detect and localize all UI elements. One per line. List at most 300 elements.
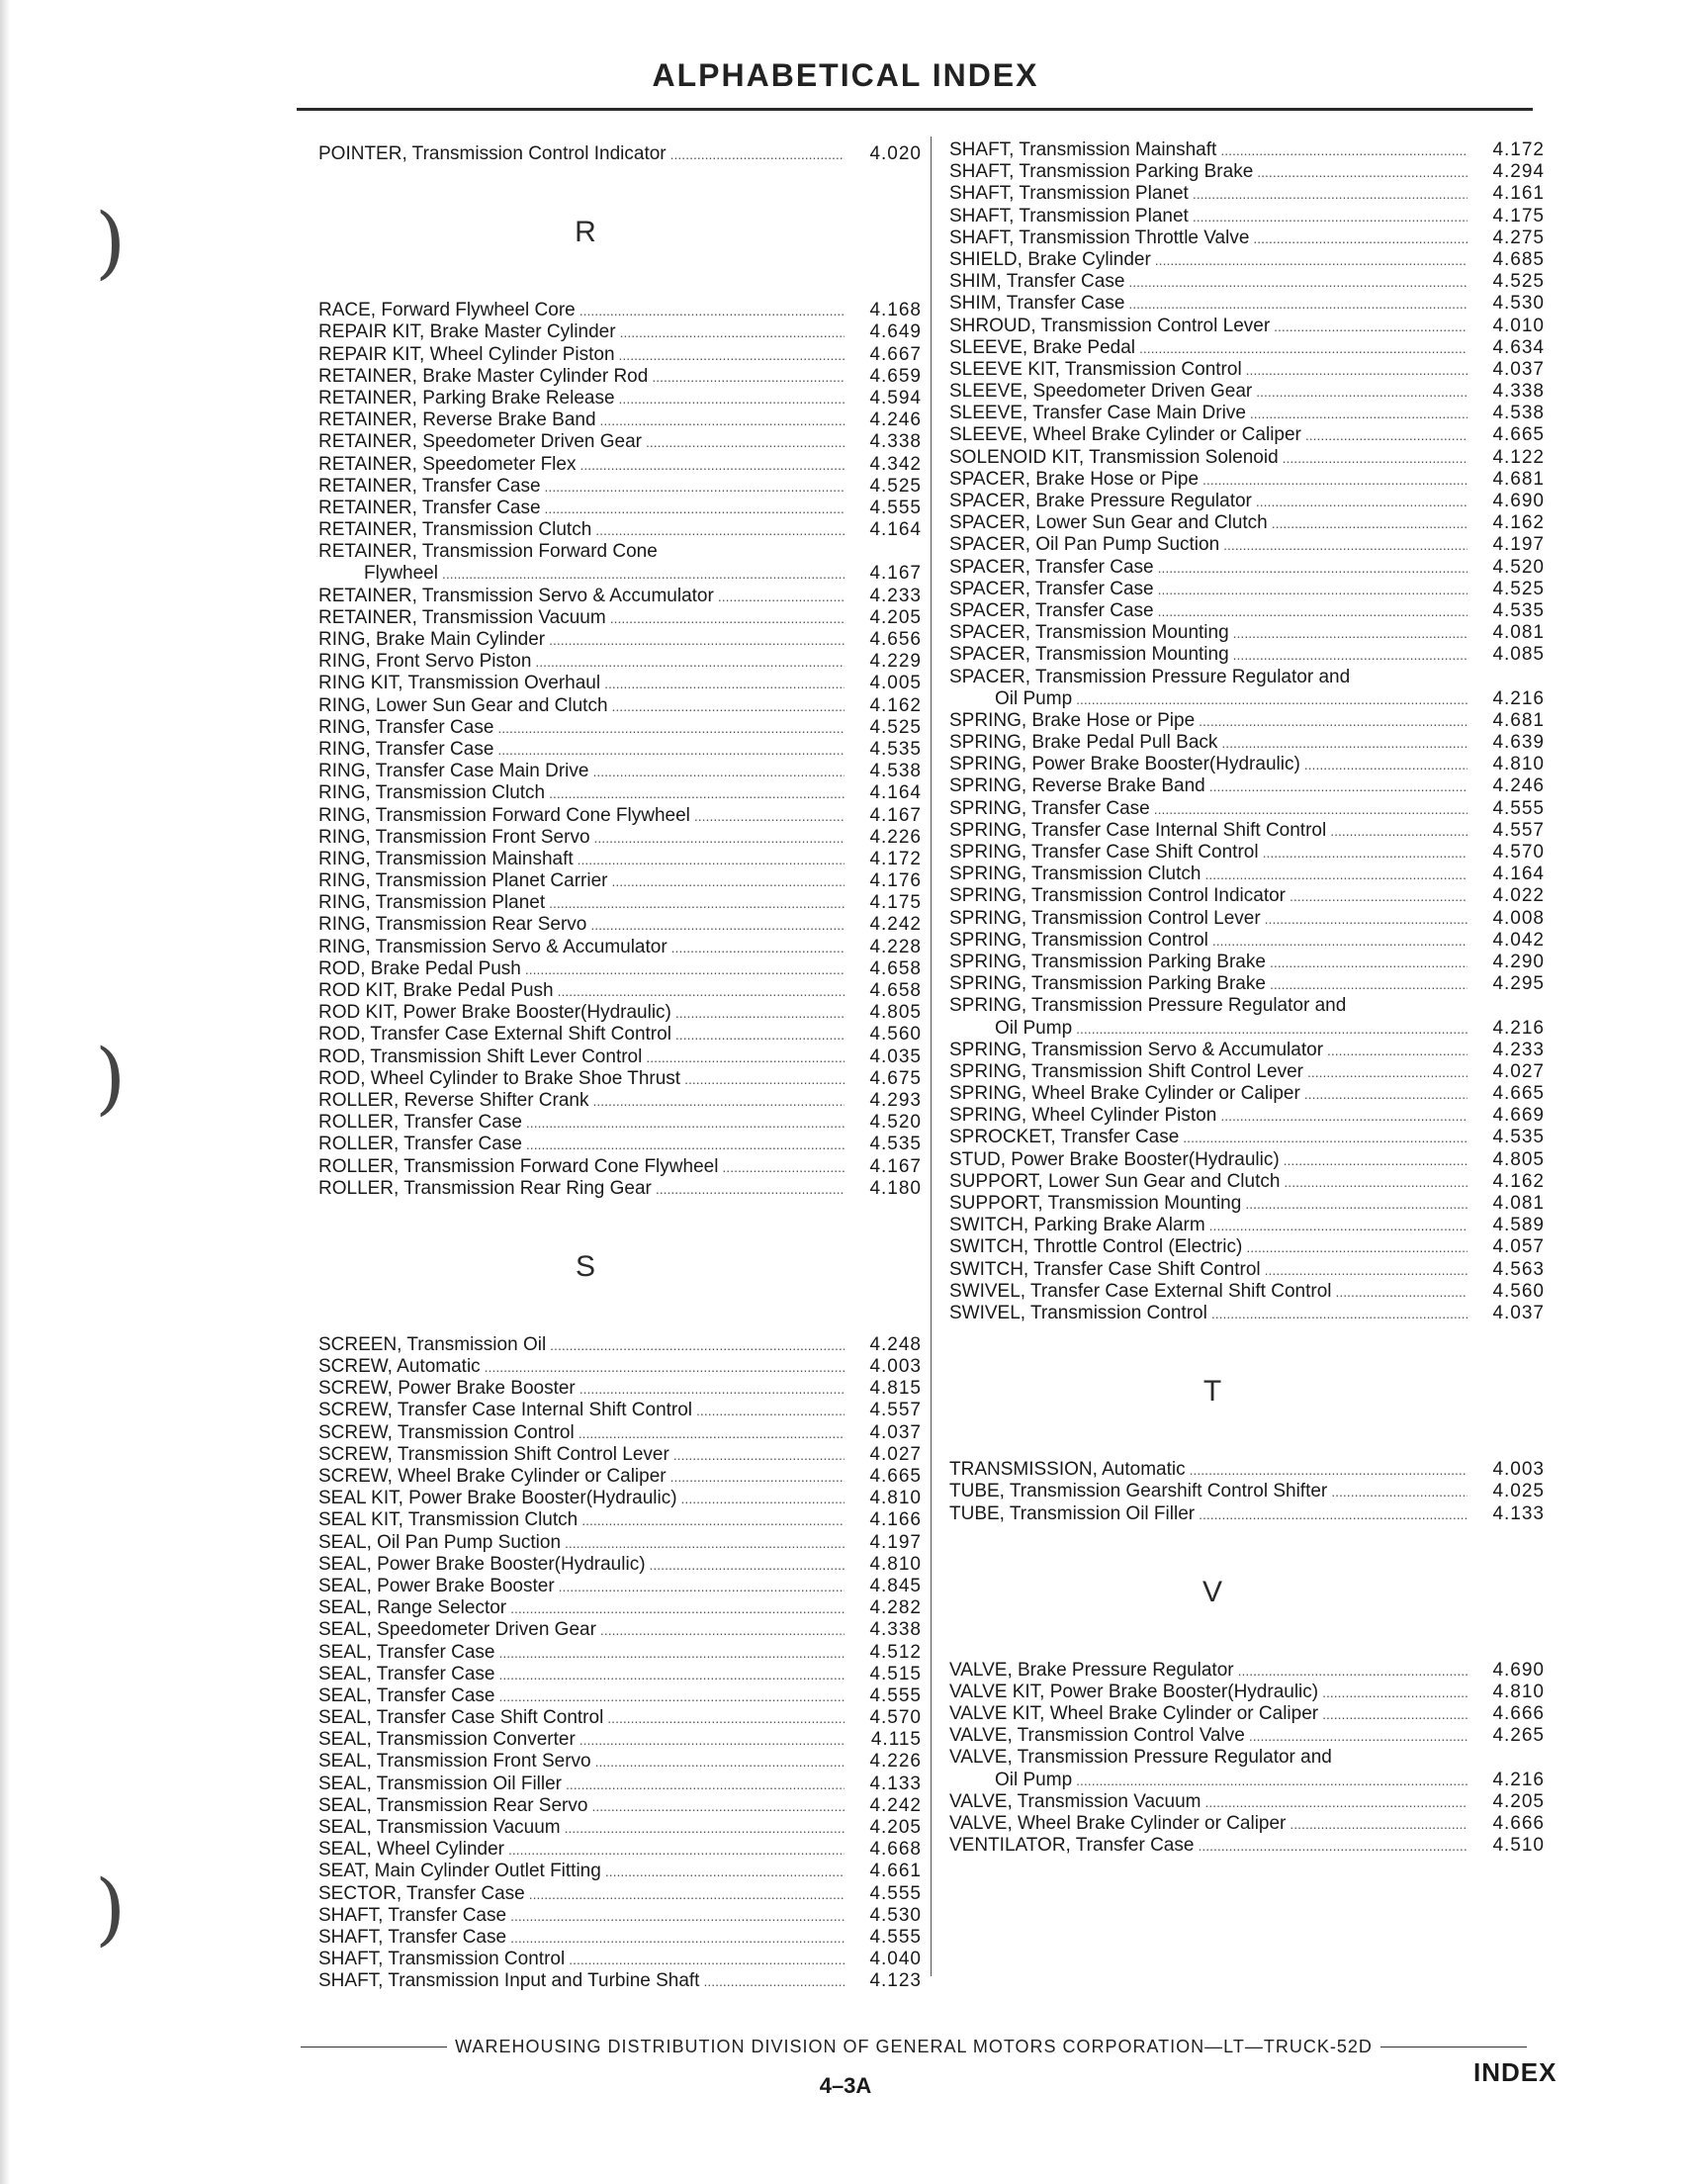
dot-leader xyxy=(535,651,845,673)
index-entry xyxy=(949,271,1545,293)
dot-leader xyxy=(1330,820,1468,842)
dot-leader xyxy=(442,563,845,585)
index-entry-name: SCREW, Transmission Control xyxy=(318,1421,575,1443)
dot-leader xyxy=(600,1619,845,1641)
index-entry-page: 4.037 xyxy=(869,1421,922,1443)
index-entry xyxy=(318,1134,922,1155)
index-entry-page: 4.675 xyxy=(869,1067,922,1089)
index-entry-name: SHIELD, Brake Cylinder xyxy=(949,248,1151,270)
index-entry-page: 4.115 xyxy=(870,1729,922,1751)
index-entry-page: 4.042 xyxy=(1492,929,1545,951)
dot-leader xyxy=(1304,754,1468,775)
index-entry xyxy=(949,579,1545,600)
index-entry xyxy=(949,183,1545,205)
dot-leader xyxy=(1209,1215,1468,1236)
dot-leader xyxy=(1253,228,1468,249)
index-entry-name: TRANSMISSION, Automatic xyxy=(949,1459,1186,1481)
index-entry xyxy=(318,1949,922,1970)
index-entry xyxy=(318,695,922,717)
dot-leader xyxy=(565,1532,845,1554)
dot-leader xyxy=(1307,1061,1468,1083)
index-entry-name: SWITCH, Transfer Case Shift Control xyxy=(949,1258,1261,1280)
index-entry-page: 4.010 xyxy=(1492,315,1545,336)
index-entry-page: 4.295 xyxy=(1492,973,1545,995)
section-letter-v: V xyxy=(1202,1575,1222,1608)
dot-leader xyxy=(605,1861,845,1882)
index-entry-page: 4.681 xyxy=(1492,709,1545,731)
index-entry-name: SPACER, Transfer Case xyxy=(949,578,1154,599)
index-entry-page: 4.216 xyxy=(1492,1017,1545,1039)
index-entry-name: SPRING, Brake Hose or Pipe xyxy=(949,709,1196,731)
dot-leader xyxy=(510,1597,845,1619)
index-entry-name: RING, Transmission Planet xyxy=(318,892,546,914)
index-entry xyxy=(949,820,1545,842)
index-entry-name: SHIM, Transfer Case xyxy=(949,271,1125,293)
index-entry-page: 4.205 xyxy=(869,1817,922,1838)
index-entry xyxy=(318,1729,922,1751)
index-entry xyxy=(318,519,922,541)
index-entry-name: STUD, Power Brake Booster(Hydraulic) xyxy=(949,1148,1280,1170)
index-entry xyxy=(949,1682,1545,1703)
index-entry-name: SWIVEL, Transfer Case External Shift Control xyxy=(949,1280,1332,1302)
dot-leader xyxy=(526,1112,845,1134)
index-entry-page: 4.022 xyxy=(1492,885,1545,907)
index-entry-name: VALVE, Brake Pressure Regulator xyxy=(949,1659,1234,1681)
index-entry xyxy=(318,143,922,165)
index-entry-page: 4.172 xyxy=(1492,139,1545,160)
index-entry xyxy=(949,908,1545,930)
index-entry-page: 4.242 xyxy=(869,1794,922,1816)
dot-leader xyxy=(1331,1481,1468,1502)
index-entry xyxy=(318,476,922,498)
index-entry-name: SUPPORT, Lower Sun Gear and Clutch xyxy=(949,1170,1281,1192)
index-entry xyxy=(318,1619,922,1641)
index-entry xyxy=(949,139,1545,161)
index-entry xyxy=(318,1817,922,1839)
index-entry-page: 4.666 xyxy=(1492,1813,1545,1834)
index-entry xyxy=(949,1193,1545,1215)
index-entry xyxy=(949,424,1545,446)
index-entry-name: SLEEVE, Brake Pedal xyxy=(949,336,1135,358)
index-entry-page: 4.167 xyxy=(869,804,922,826)
index-entry-page: 4.294 xyxy=(1492,161,1545,183)
index-entry-page: 4.081 xyxy=(1492,622,1545,644)
dot-leader xyxy=(498,1685,845,1707)
index-entry xyxy=(949,930,1545,952)
dot-leader xyxy=(1270,973,1468,995)
dot-leader xyxy=(1158,600,1468,622)
column-divider xyxy=(931,136,932,1976)
index-entry-name: SEAL, Power Brake Booster xyxy=(318,1575,555,1596)
index-entry-page: 4.810 xyxy=(1492,754,1545,775)
index-entry-name: RETAINER, Parking Brake Release xyxy=(318,387,615,409)
index-entry-page: 4.057 xyxy=(1492,1236,1545,1258)
index-entry-name: ROD KIT, Power Brake Booster(Hydraulic) xyxy=(318,1002,671,1024)
index-entry-page: 4.085 xyxy=(1492,644,1545,666)
dot-leader xyxy=(619,388,845,410)
index-entry-page: 4.667 xyxy=(869,343,922,365)
index-entry-name: RETAINER, Transfer Case xyxy=(318,497,541,518)
index-entry xyxy=(949,469,1545,491)
dot-leader xyxy=(590,914,845,936)
index-entry xyxy=(949,952,1545,973)
index-entry-name: RING, Transfer Case xyxy=(318,716,494,738)
index-entry xyxy=(318,673,922,694)
index-entry xyxy=(318,958,922,980)
index-entry-name: RETAINER, Transmission Clutch xyxy=(318,519,592,541)
index-entry-name: SEAL, Range Selector xyxy=(318,1597,507,1619)
index-entry xyxy=(318,1707,922,1729)
index-entry-name: RING, Transfer Case xyxy=(318,738,494,760)
index-entry-name: REPAIR KIT, Brake Master Cylinder xyxy=(318,321,616,343)
index-entry xyxy=(949,732,1545,754)
index-entry-name: ROD, Transmission Shift Lever Control xyxy=(318,1046,643,1067)
index-entry-name: SEAL, Wheel Cylinder xyxy=(318,1839,504,1861)
index-entry xyxy=(949,1236,1545,1258)
index-entry xyxy=(318,1156,922,1178)
index-entry xyxy=(318,1178,922,1200)
index-entry-page: 4.167 xyxy=(869,563,922,585)
index-entry xyxy=(949,710,1545,732)
index-entry-page: 4.040 xyxy=(869,1949,922,1970)
dot-leader xyxy=(600,410,845,431)
index-entry xyxy=(318,1883,922,1905)
index-entry-page: 4.538 xyxy=(869,761,922,782)
index-entry-page: 4.535 xyxy=(869,1134,922,1155)
index-entry xyxy=(949,995,1545,1017)
index-entry-name: RACE, Forward Flywheel Core xyxy=(318,300,576,321)
index-entry xyxy=(949,1149,1545,1171)
dot-leader xyxy=(671,937,845,958)
dot-leader xyxy=(1322,1682,1468,1703)
dot-leader xyxy=(1304,1083,1468,1105)
index-entry-page: 4.003 xyxy=(1492,1459,1545,1481)
index-entry-page: 4.133 xyxy=(1492,1502,1545,1524)
dot-leader xyxy=(1076,1770,1468,1791)
index-entry-page: 4.665 xyxy=(1492,424,1545,446)
index-entry-name: SHIM, Transfer Case xyxy=(949,293,1125,315)
index-entry-name: SPRING, Transmission Control Indicator xyxy=(949,885,1287,907)
index-entry-page: 4.557 xyxy=(869,1400,922,1421)
index-entry-name: RETAINER, Speedometer Flex xyxy=(318,453,577,475)
index-entry-name: SPRING, Transmission Control Lever xyxy=(949,907,1261,929)
dot-leader xyxy=(694,805,845,827)
index-entry xyxy=(949,1791,1545,1813)
index-entry-name: SEAL, Transfer Case xyxy=(318,1663,495,1684)
footer-publisher-line xyxy=(301,2037,1527,2057)
index-entry xyxy=(318,1970,922,1992)
index-entry-page: 4.810 xyxy=(869,1553,922,1575)
index-entry xyxy=(949,864,1545,885)
index-entry xyxy=(949,644,1545,666)
index-entry xyxy=(318,1664,922,1685)
index-entry xyxy=(318,1046,922,1068)
index-entry-name: VALVE, Transmission Pressure Regulator and xyxy=(949,1747,1332,1769)
dot-leader xyxy=(529,1883,845,1905)
index-entry-name: RING, Transmission Mainshaft xyxy=(318,848,574,869)
index-entry xyxy=(949,491,1545,512)
index-entry-page: 4.845 xyxy=(869,1575,922,1596)
index-entry-page: 4.246 xyxy=(869,410,922,431)
index-entry-page: 4.512 xyxy=(869,1641,922,1663)
dot-leader xyxy=(549,892,845,914)
index-entry-name: SEAT, Main Cylinder Outlet Fitting xyxy=(318,1861,601,1882)
index-entry-page: 4.216 xyxy=(1492,687,1545,709)
dot-leader xyxy=(1265,908,1468,930)
dot-leader xyxy=(1212,930,1468,952)
index-entry-name: SHAFT, Transmission Parking Brake xyxy=(949,161,1254,183)
index-entry xyxy=(318,1090,922,1112)
index-entry-name: ROD KIT, Brake Pedal Push xyxy=(318,980,554,1001)
dot-leader xyxy=(646,1046,845,1068)
dot-leader xyxy=(1076,688,1468,710)
dot-leader xyxy=(549,629,845,651)
index-entry-page: 4.233 xyxy=(869,585,922,606)
index-entry-page: 4.656 xyxy=(869,629,922,650)
index-entry xyxy=(949,534,1545,556)
index-entry xyxy=(318,1002,922,1024)
index-entry-name: Oil Pump xyxy=(995,1769,1073,1790)
dot-leader xyxy=(579,454,845,476)
index-entry xyxy=(949,885,1545,907)
dot-leader xyxy=(1283,447,1468,469)
dot-leader xyxy=(508,1839,845,1861)
index-entry-page: 4.665 xyxy=(1492,1083,1545,1105)
index-entry xyxy=(949,775,1545,797)
index-entry-page: 4.275 xyxy=(1492,227,1545,248)
index-entry-page: 4.197 xyxy=(1492,534,1545,556)
dot-leader xyxy=(549,782,845,804)
index-entry-page: 4.005 xyxy=(869,673,922,694)
index-entry-page: 4.229 xyxy=(869,651,922,673)
index-entry-name: SEAL, Transmission Front Servo xyxy=(318,1751,591,1773)
index-entry xyxy=(949,1040,1545,1061)
index-entry-page: 4.205 xyxy=(869,606,922,628)
index-entry-page: 4.164 xyxy=(869,519,922,541)
index-entry xyxy=(949,1747,1545,1769)
dot-leader xyxy=(1256,491,1468,512)
index-entry-name: ROLLER, Transfer Case xyxy=(318,1134,522,1155)
index-entry-page: 4.510 xyxy=(1492,1835,1545,1857)
index-entry-page: 4.172 xyxy=(869,848,922,869)
dot-leader xyxy=(581,1509,845,1531)
index-entry xyxy=(318,782,922,804)
index-entry xyxy=(318,1597,922,1619)
index-entry xyxy=(949,600,1545,622)
index-entry-page: 4.525 xyxy=(1492,578,1545,599)
dot-leader xyxy=(1221,732,1468,754)
index-entry-page: 4.162 xyxy=(1492,1170,1545,1192)
index-entry xyxy=(949,667,1545,688)
index-entry-name: SECTOR, Transfer Case xyxy=(318,1882,525,1904)
dot-leader xyxy=(1233,622,1468,644)
index-entry-page: 4.180 xyxy=(869,1177,922,1199)
index-entry-page: 4.176 xyxy=(869,870,922,892)
index-entry-name: SHAFT, Transmission Control xyxy=(318,1949,566,1970)
dot-leader xyxy=(696,1400,845,1421)
index-entry-name: RETAINER, Transmission Vacuum xyxy=(318,606,606,628)
index-entry-name: RING, Transmission Forward Cone Flywheel xyxy=(318,804,690,826)
dot-leader xyxy=(1256,381,1468,403)
dot-leader xyxy=(1245,1193,1468,1215)
dot-leader xyxy=(619,344,845,366)
index-entry-name: SEAL KIT, Transmission Clutch xyxy=(318,1509,578,1531)
index-entry-page: 4.515 xyxy=(869,1663,922,1684)
dot-leader xyxy=(593,1090,846,1112)
index-entry-page: 4.162 xyxy=(869,694,922,716)
index-entry-page: 4.563 xyxy=(1492,1258,1545,1280)
dot-leader xyxy=(620,321,845,343)
index-entry-name: VALVE KIT, Wheel Brake Cylinder or Caliper xyxy=(949,1703,1319,1725)
index-entry xyxy=(318,1774,922,1795)
index-entry xyxy=(318,454,922,476)
index-entry-name: ROLLER, Transmission Rear Ring Gear xyxy=(318,1177,652,1199)
index-entry-page: 4.530 xyxy=(869,1904,922,1926)
index-entry xyxy=(318,1466,922,1488)
index-entry xyxy=(318,937,922,958)
index-entry xyxy=(318,1751,922,1773)
dot-leader xyxy=(1199,710,1468,732)
index-entry xyxy=(318,300,922,321)
dot-leader xyxy=(718,586,845,607)
index-entry-page: 4.525 xyxy=(1492,271,1545,293)
index-entry-name: SPRING, Reverse Brake Band xyxy=(949,775,1205,797)
index-entry xyxy=(318,344,922,366)
dot-leader xyxy=(1205,1791,1468,1813)
index-entry xyxy=(949,1703,1545,1725)
dot-leader xyxy=(559,1576,845,1597)
index-entry-page: 4.081 xyxy=(1492,1193,1545,1214)
index-entry-page: 4.589 xyxy=(1492,1215,1545,1236)
index-entry xyxy=(318,1861,922,1882)
index-entry-page: 4.535 xyxy=(1492,1127,1545,1148)
index-entry-page: 4.216 xyxy=(1492,1769,1545,1790)
index-entry-name: ROLLER, Transfer Case xyxy=(318,1112,522,1134)
index-entry-name: SPRING, Transmission Clutch xyxy=(949,864,1202,885)
index-entry-page: 4.037 xyxy=(1492,1302,1545,1323)
index-entry-page: 4.690 xyxy=(1492,1659,1545,1681)
dot-leader xyxy=(1249,1725,1468,1747)
dot-leader xyxy=(592,761,845,782)
dot-leader xyxy=(1305,424,1468,446)
dot-leader xyxy=(1223,534,1468,556)
index-entry xyxy=(949,688,1545,710)
index-entry-name: SPRING, Wheel Brake Cylinder or Caliper xyxy=(949,1083,1300,1105)
index-entry-page: 4.282 xyxy=(869,1597,922,1619)
index-entry xyxy=(318,1576,922,1597)
dot-leader xyxy=(1209,775,1468,797)
index-entry-page: 4.027 xyxy=(869,1443,922,1465)
index-entry-name: SHAFT, Transmission Mainshaft xyxy=(949,139,1217,160)
index-entry xyxy=(949,1303,1545,1324)
index-entry-name: SPRING, Transmission Control xyxy=(949,929,1208,951)
index-entry-name: SPRING, Wheel Cylinder Piston xyxy=(949,1105,1217,1127)
index-entry xyxy=(949,842,1545,864)
index-entry xyxy=(318,498,922,519)
index-entry xyxy=(318,388,922,410)
dot-leader xyxy=(579,1378,845,1400)
index-entry-name: SHAFT, Transmission Planet xyxy=(949,183,1189,205)
index-entry-name: SPACER, Brake Hose or Pipe xyxy=(949,468,1200,490)
dot-leader xyxy=(675,1024,845,1046)
index-entry-name: SPRING, Transfer Case Shift Control xyxy=(949,842,1259,863)
index-entry-name: SPRING, Transmission Shift Control Lever xyxy=(949,1060,1303,1082)
dot-leader xyxy=(646,431,845,453)
dot-leader xyxy=(1183,1127,1468,1148)
dot-leader xyxy=(1139,337,1468,359)
index-entry-page: 4.027 xyxy=(1492,1060,1545,1082)
index-entry-page: 4.248 xyxy=(869,1333,922,1355)
index-entry-name: SPACER, Transmission Pressure Regulator and xyxy=(949,666,1351,687)
index-entry xyxy=(949,1835,1545,1857)
dot-leader xyxy=(684,1068,845,1090)
dot-leader xyxy=(558,980,845,1002)
index-entry xyxy=(949,1018,1545,1040)
index-entry-page: 4.520 xyxy=(1492,556,1545,578)
index-entry-name: SHAFT, Transfer Case xyxy=(318,1904,507,1926)
dot-leader xyxy=(1284,1171,1468,1193)
dot-leader xyxy=(595,519,845,541)
index-entry-page: 4.805 xyxy=(869,1002,922,1024)
index-entry-name: SCREW, Wheel Brake Cylinder or Caliper xyxy=(318,1466,667,1487)
index-entry-page: 4.805 xyxy=(1492,1148,1545,1170)
index-entry-name: SCREW, Transmission Shift Control Lever xyxy=(318,1443,669,1465)
dot-leader xyxy=(652,366,845,388)
dot-leader xyxy=(1257,161,1468,183)
index-entry xyxy=(949,1171,1545,1193)
dot-leader xyxy=(1155,249,1468,271)
dot-leader xyxy=(498,1664,845,1685)
index-entry-page: 4.338 xyxy=(869,1619,922,1641)
index-entry-name: RING, Transmission Front Servo xyxy=(318,826,590,848)
index-entry xyxy=(318,1112,922,1134)
index-entry-name: SWITCH, Throttle Control (Electric) xyxy=(949,1236,1243,1258)
footer-rule-left xyxy=(301,2047,447,2048)
dot-leader xyxy=(591,1795,845,1817)
index-entry-name: SOLENOID KIT, Transmission Solenoid xyxy=(949,446,1279,468)
dot-leader xyxy=(1272,512,1468,534)
index-entry-page: 4.525 xyxy=(869,716,922,738)
index-entry-page: 4.639 xyxy=(1492,732,1545,754)
dot-leader xyxy=(1211,1303,1468,1324)
dot-leader xyxy=(497,717,845,739)
index-entry-name: VALVE KIT, Power Brake Booster(Hydraulic) xyxy=(949,1681,1319,1702)
dot-leader xyxy=(565,1817,845,1839)
index-entry xyxy=(949,1259,1545,1281)
dot-leader xyxy=(1263,842,1468,864)
index-entry-page: 4.658 xyxy=(869,957,922,979)
index-entry-name: TUBE, Transmission Oil Filler xyxy=(949,1502,1196,1524)
index-entry-page: 4.681 xyxy=(1492,468,1545,490)
index-entry-name: VALVE, Transmission Control Valve xyxy=(949,1725,1245,1747)
index-entry xyxy=(318,1068,922,1090)
dot-leader xyxy=(526,1134,845,1155)
index-entry-name: SEAL, Transmission Rear Servo xyxy=(318,1794,588,1816)
index-entry-page: 4.555 xyxy=(869,1926,922,1948)
index-entry-page: 4.020 xyxy=(869,143,922,164)
index-entry xyxy=(318,410,922,431)
index-entry-name: SHAFT, Transfer Case xyxy=(318,1926,507,1948)
index-entry-name: RING, Brake Main Cylinder xyxy=(318,629,546,650)
dot-leader xyxy=(1274,316,1468,337)
index-entry-name: SPACER, Transfer Case xyxy=(949,599,1154,621)
index-entry-page: 4.666 xyxy=(1492,1703,1545,1725)
dot-leader xyxy=(1158,579,1468,600)
index-entry-name: SPACER, Lower Sun Gear and Clutch xyxy=(949,512,1268,534)
dot-leader xyxy=(681,1488,845,1509)
index-entry-name: SHAFT, Transmission Input and Turbine Shaft xyxy=(318,1970,700,1992)
dot-leader xyxy=(545,476,845,498)
